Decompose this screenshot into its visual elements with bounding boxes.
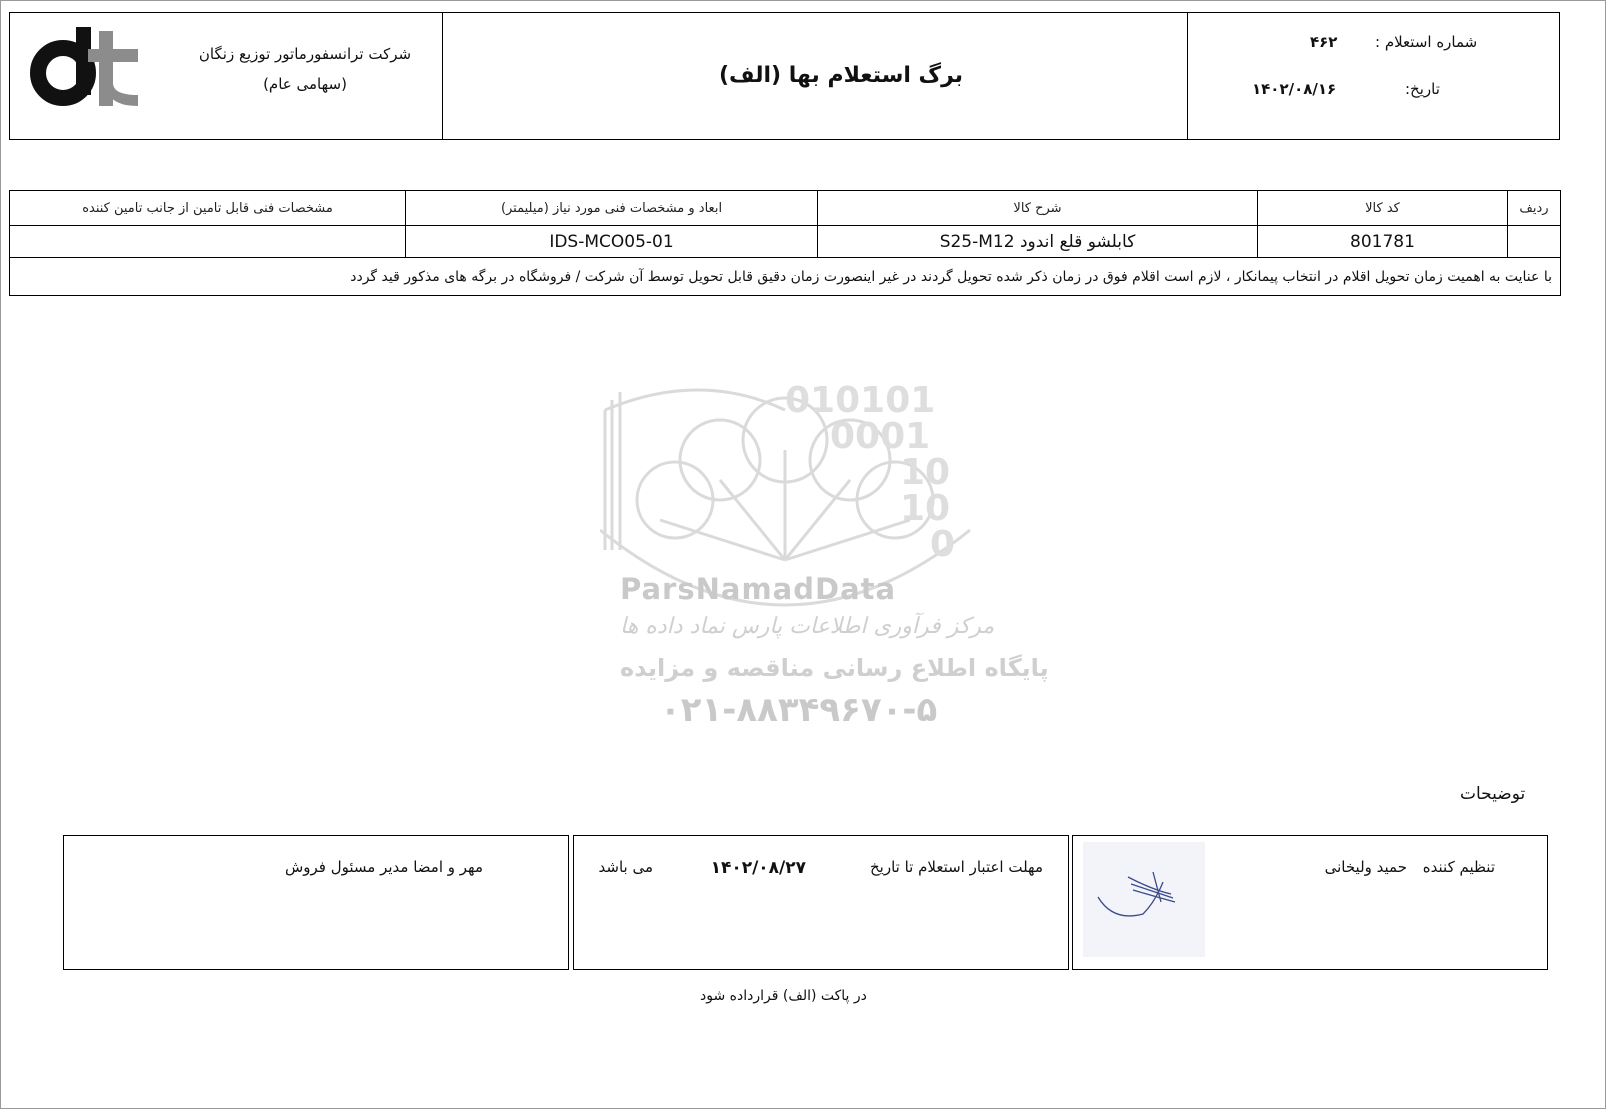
document-title: برگ استعلام بها (الف) [719, 63, 964, 88]
watermark-brand: ParsNamadData [620, 572, 897, 606]
items-table [9, 190, 1561, 296]
document-header [9, 12, 1560, 140]
cell-description: کابلشو قلع اندود S25-M12 [818, 226, 1258, 258]
company-info [160, 39, 450, 99]
delivery-note: با عنایت به اهمیت زمان تحویل اقلام در انتخاب پیمانکار ، لازم است اقلام فوق در زمان ذکر شده تحویل گردند در غیر اینصورت زمان دقیق قابل تحویل توسط آن شرکت / فروشگاه در برگه های مذکور قید گردد [10, 258, 1561, 296]
watermark-binary-1: 010101 [785, 380, 936, 421]
inquiry-number-label: شماره استعلام : [1375, 33, 1478, 51]
watermark-phone: ۰۲۱-۸۸۳۴۹۶۷۰-۵ [660, 690, 938, 730]
cell-index [1508, 226, 1561, 258]
watermark-binary-3: 10 [900, 452, 951, 493]
header-spec: ابعاد و مشخصات فنی مورد نیاز (میلیمتر) [406, 191, 818, 226]
validity-box [573, 835, 1069, 970]
inquiry-number: ۴۶۲ [1310, 33, 1338, 51]
notes-label: توضیحات [1460, 784, 1526, 804]
header-code: کد کالا [1258, 191, 1508, 226]
watermark-binary-2: 0001 [830, 416, 931, 457]
inquiry-date: ۱۴۰۲/۰۸/۱۶ [1252, 80, 1337, 98]
table-note-row [10, 258, 1561, 296]
watermark-binary-5: 0 [930, 524, 956, 565]
validity-label: مهلت اعتبار استعلام تا تاریخ [869, 858, 1043, 876]
table-row [10, 226, 1561, 258]
watermark-line1: مرکز فرآوری اطلاعات پارس نماد داده ها [620, 614, 995, 639]
signature-image [1083, 842, 1205, 957]
stamp-box [63, 835, 569, 970]
validity-date: ۱۴۰۲/۰۸/۲۷ [710, 858, 806, 878]
company-logo [28, 25, 148, 107]
validity-suffix: می باشد [598, 858, 653, 876]
watermark-line2: پایگاه اطلاع رسانی مناقصه و مزایده [620, 654, 1049, 682]
header-supplier-spec: مشخصات فنی قابل تامین از جانب تامین کننده [10, 191, 406, 226]
preparer-name: حمید ولیخانی [1324, 858, 1407, 876]
company-type: (سهامی عام) [263, 75, 347, 93]
cell-code: 801781 [1258, 226, 1508, 258]
preparer-label: تنظیم کننده [1422, 858, 1495, 876]
watermark-binary-4: 10 [900, 488, 951, 529]
header-description: شرح کالا [818, 191, 1258, 226]
header-index: ردیف [1508, 191, 1561, 226]
stamp-label: مهر و امضا مدیر مسئول فروش [284, 858, 483, 876]
date-label: تاریخ: [1405, 80, 1440, 98]
cell-spec: IDS-MCO05-01 [406, 226, 818, 258]
cell-supplier-spec [10, 226, 406, 258]
packet-note: در پاکت (الف) قرارداده شود [700, 988, 867, 1004]
company-name: شرکت ترانسفورماتور توزیع زنگان [198, 45, 412, 63]
table-header-row [10, 191, 1561, 226]
